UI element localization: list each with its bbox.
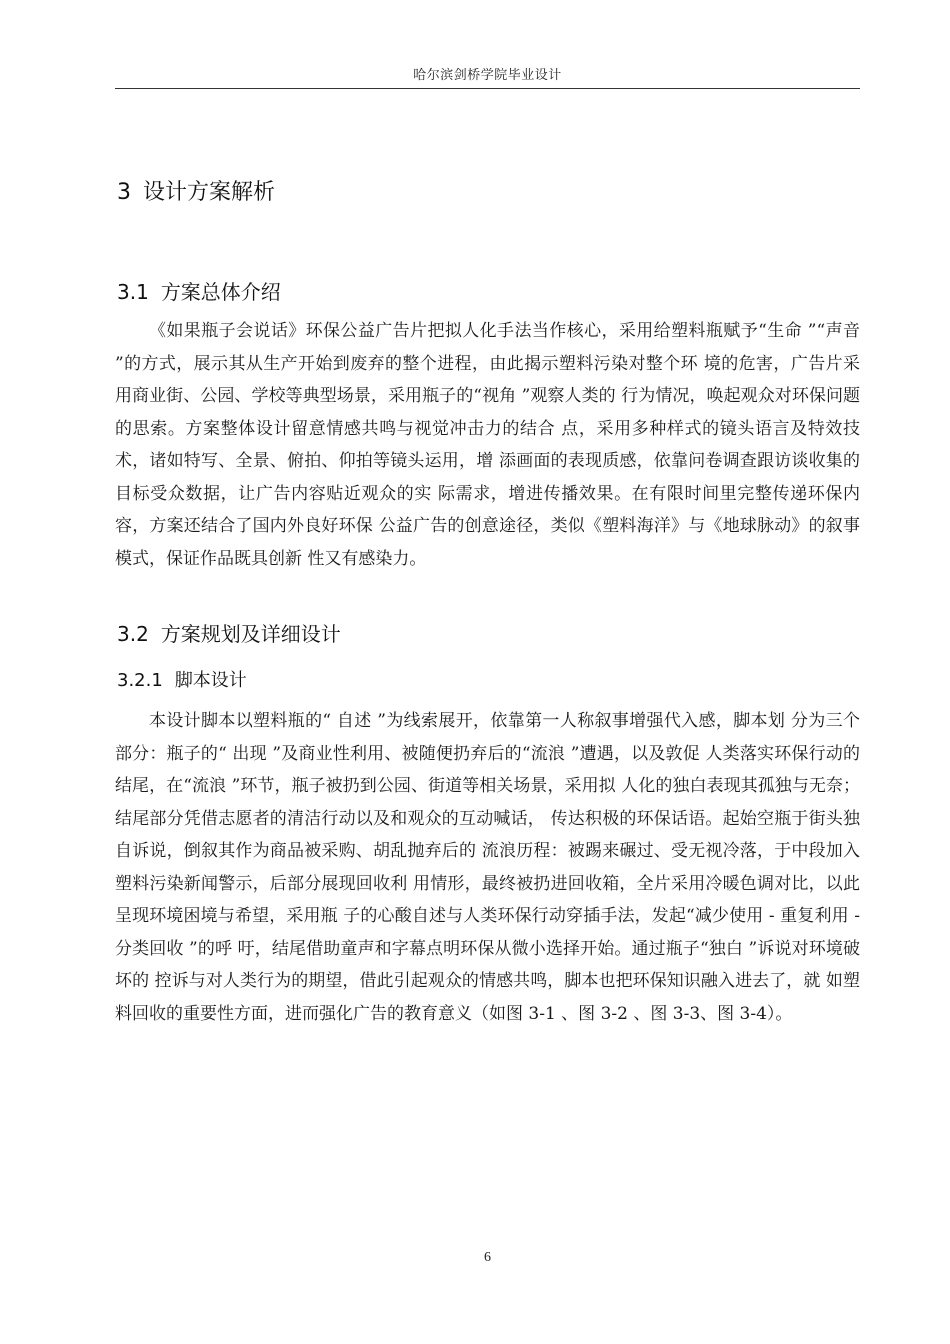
subsection-number: 3.2.1 <box>117 670 163 691</box>
page-number: 6 <box>484 1250 491 1265</box>
chapter-number: 3 <box>117 180 131 205</box>
section-number: 3.1 <box>117 280 149 304</box>
running-header: 哈尔滨剑桥学院毕业设计 <box>413 68 562 83</box>
header-divider <box>115 88 860 89</box>
chapter-heading <box>117 175 275 206</box>
section-3-2-1-paragraph: 本设计脚本以塑料瓶的“ 自述 ”为线索展开，依靠第一人称叙事增强代入感，脚本划 分为三个部分：瓶子的“ 出现 ”及商业性利用、被随便扔弃后的“流浪 ”遭遇，以及敦促 人类落实环保行动的结尾，在“流浪 ”环节，瓶子被扔到公园、街道等相关场景，采用拟 人化的独白表现其孤独与无奈；结尾部分凭借志愿者的清洁行动以及和观众的互动喊话， 传达积极的环保话语。起始空瓶于街头独自诉说，倒叙其作为商品被采购、胡乱抛弃后的 流浪历程：被踢来碾过、受无视冷落，于中段加入塑料污染新闻警示，后部分展现回收利 用情形，最终被扔进回收箱，全片采用冷暖色调对比，以此呈现环境困境与希望，采用瓶 子的心酸自述与人类环保行动穿插手法，发起“减少使用 - 重复利用 - 分类回收 ”的呼 吁，结尾借助童声和字幕点明环保从微小选择开始。通过瓶子“独白 ”诉说对环境破坏的 控诉与对人类行为的期望，借此引起观众的情感共鸣，脚本也把环保知识融入进去了，就 如塑料回收的重要性方面，进而强化广告的教育意义（如图 3-1 、图 3-2 、图 3-3、图 3-4）。 <box>115 711 860 1024</box>
chapter-title: 设计方案解析 <box>143 180 276 205</box>
subsection-title: 脚本设计 <box>174 670 247 691</box>
section-heading-3-2 <box>117 618 341 647</box>
section-heading-3-1 <box>117 276 281 305</box>
section-3-1-paragraph: 《如果瓶子会说话》环保公益广告片把拟人化手法当作核心，采用给塑料瓶赋予“生命 ”“声音 ”的方式，展示其从生产开始到废弃的整个进程，由此揭示塑料污染对整个环 境的危害，广告片采用商业街、公园、学校等典型场景，采用瓶子的“视角 ”观察人类的 行为情况，唤起观众对环保问题的思索。方案整体设计留意情感共鸣与视觉冲击力的结合 点，采用多种样式的镜头语言及特效技术，诸如特写、全景、俯拍、仰拍等镜头运用，增 添画面的表现质感，依靠问卷调查跟访谈收集的目标受众数据，让广告内容贴近观众的实 际需求，增进传播效果。在有限时间里完整传递环保内容，方案还结合了国内外良好环保 公益广告的创意途径，类似《塑料海洋》与《地球脉动》的叙事模式，保证作品既具创新 性又有感染力。 <box>115 321 860 569</box>
section-title: 方案总体介绍 <box>160 280 281 304</box>
section-number: 3.2 <box>117 622 149 646</box>
subsection-heading-3-2-1 <box>117 666 247 692</box>
section-title: 方案规划及详细设计 <box>160 622 341 646</box>
